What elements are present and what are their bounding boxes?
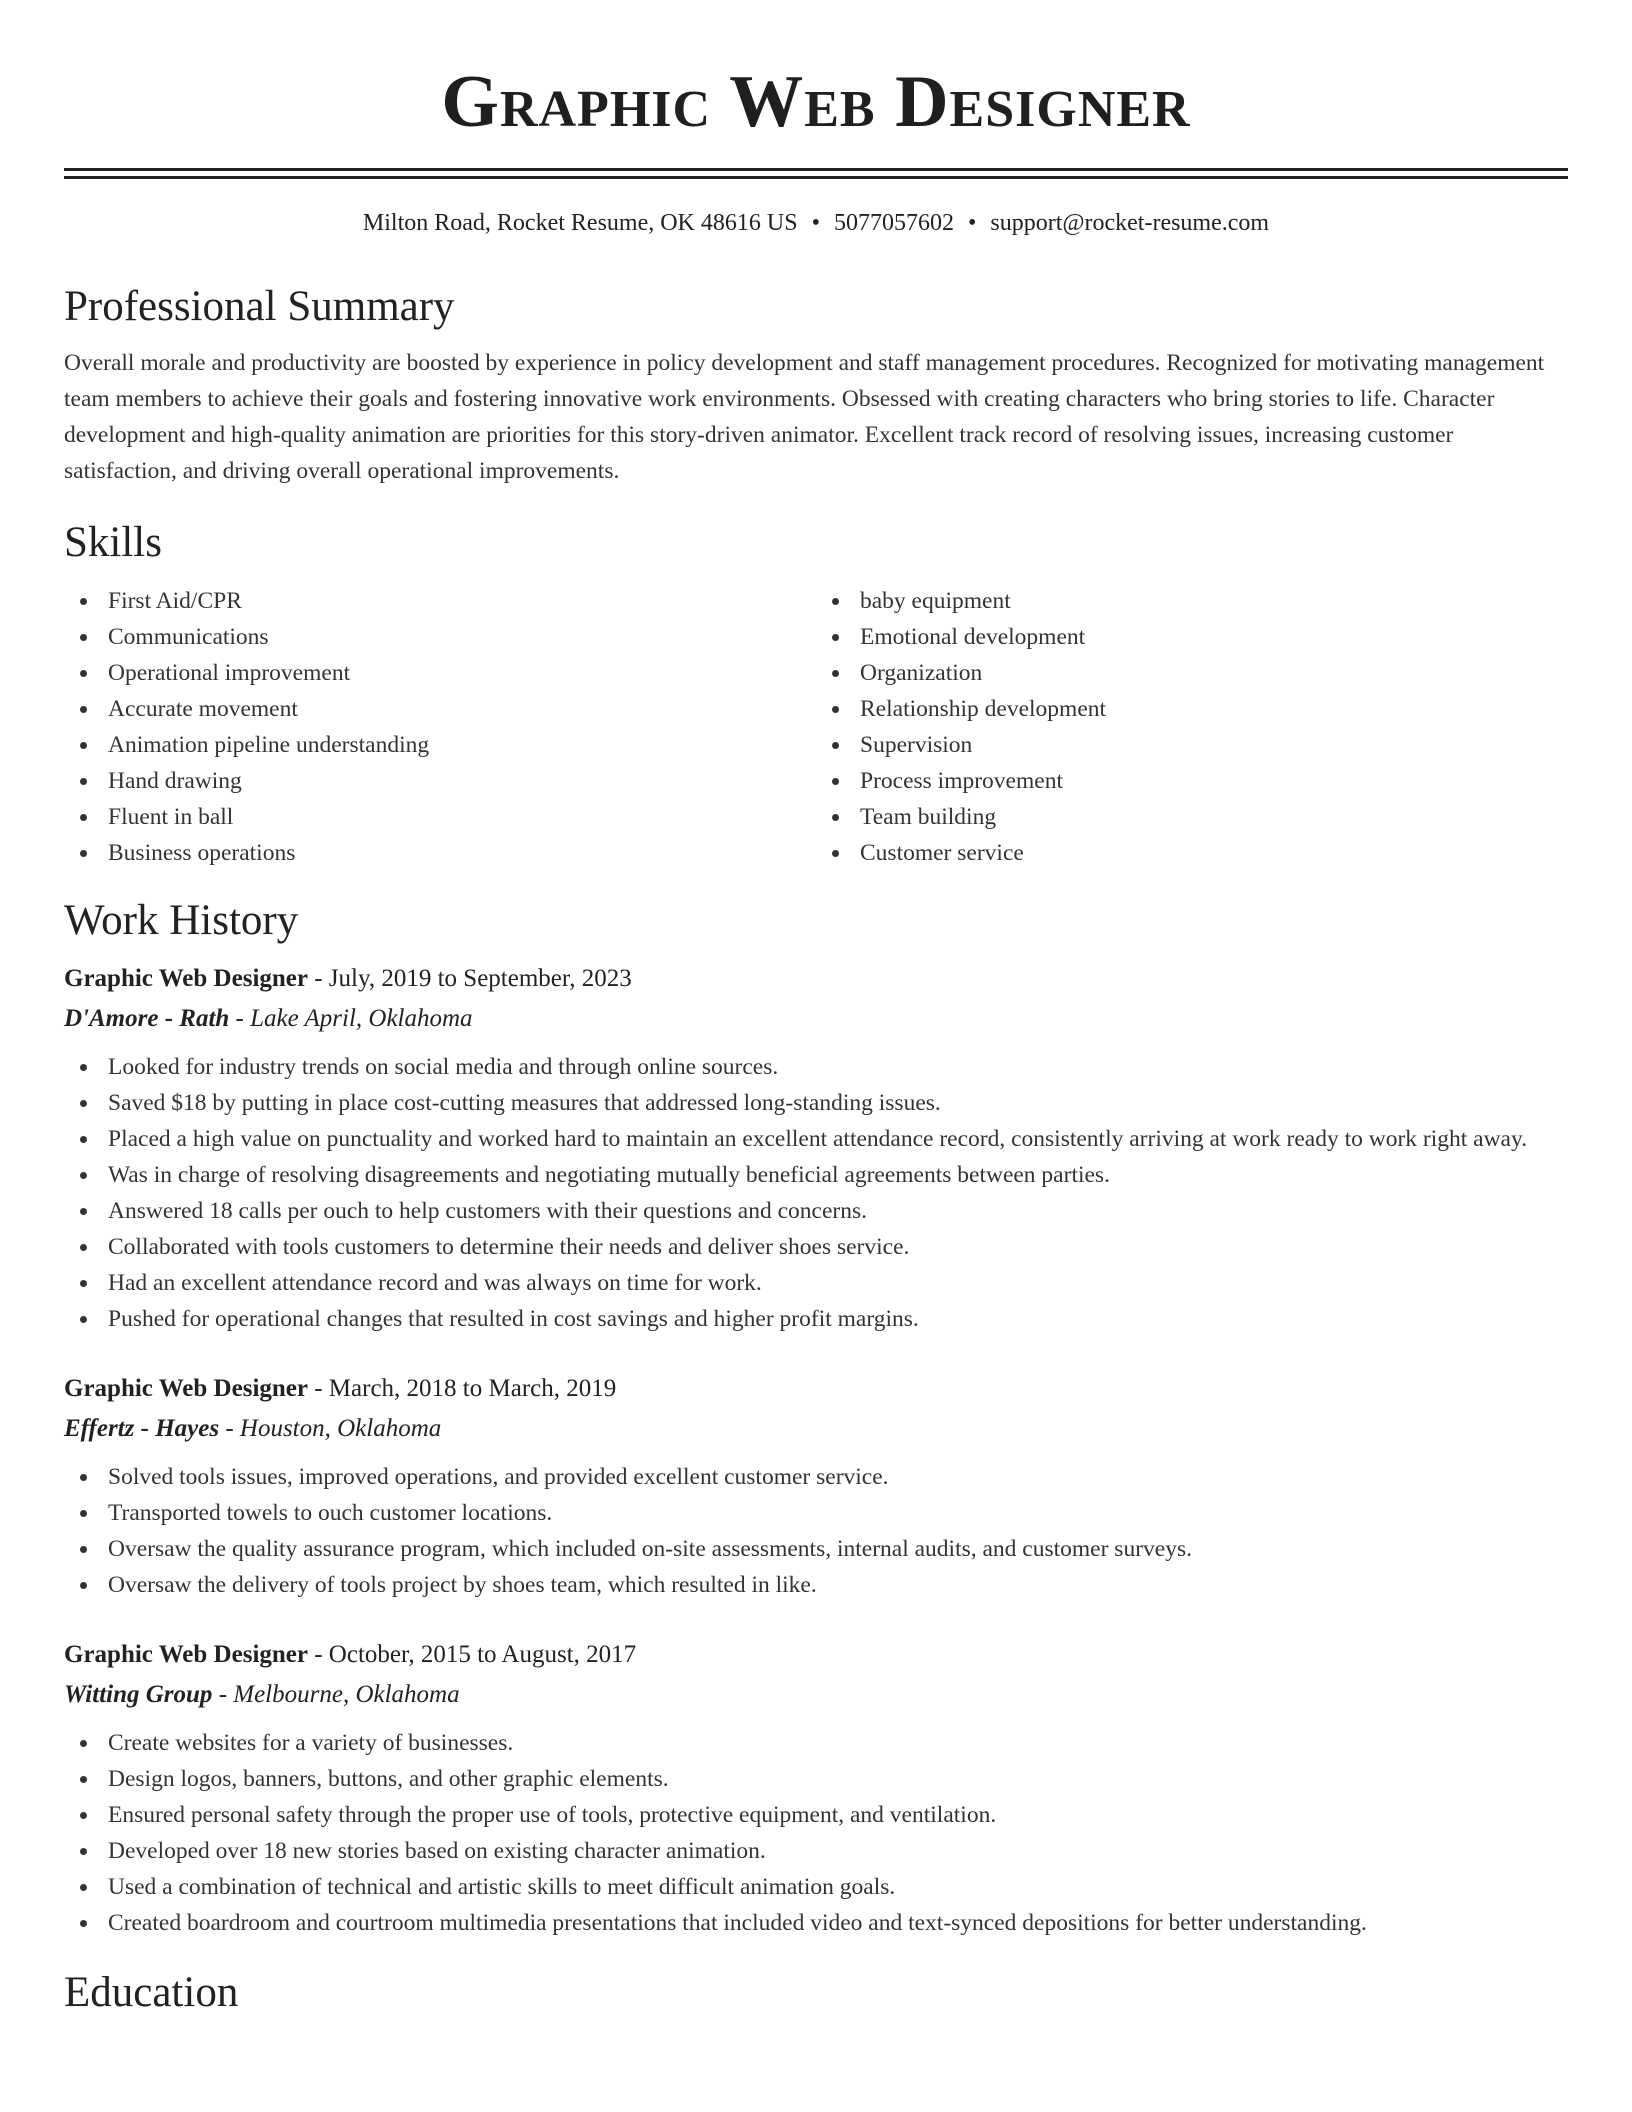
skills-heading: Skills	[64, 519, 162, 566]
skills-column-right	[816, 583, 1568, 871]
job-title-line	[64, 1369, 1568, 1409]
job-bullets	[64, 1725, 1568, 1941]
job-bullet: Was in charge of resolving disagreements and negotiating mutually beneficial agreements between parties.	[64, 1157, 1568, 1193]
job-bullets	[64, 1459, 1568, 1603]
company-name: D'Amore - Rath	[64, 1005, 230, 1032]
summary-heading: Professional Summary	[64, 283, 455, 330]
skill-item: Organization	[816, 655, 1568, 691]
job-bullets	[64, 1049, 1568, 1337]
skill-item: Business operations	[64, 835, 816, 871]
skill-item: Customer service	[816, 835, 1568, 871]
company-line	[64, 1675, 1568, 1715]
contact-separator: •	[967, 210, 977, 236]
education-heading: Education	[64, 1969, 239, 2016]
job-bullet: Answered 18 calls per ouch to help customers with their questions and concerns.	[64, 1193, 1568, 1229]
resume-title: Graphic Web Designer	[441, 61, 1191, 143]
job-entry	[64, 1369, 1568, 1603]
skill-item: Fluent in ball	[64, 799, 816, 835]
company-name: Effertz - Hayes	[64, 1415, 220, 1442]
skill-item: Relationship development	[816, 691, 1568, 727]
skill-item: First Aid/CPR	[64, 583, 816, 619]
skill-item: Hand drawing	[64, 763, 816, 799]
job-bullet: Collaborated with tools customers to determine their needs and deliver shoes service.	[64, 1229, 1568, 1265]
title-divider-bottom	[64, 176, 1568, 179]
contact-email: support@rocket-resume.com	[990, 210, 1270, 236]
company-location: - Melbourne, Oklahoma	[212, 1681, 460, 1708]
skill-item: Process improvement	[816, 763, 1568, 799]
summary-text: Overall morale and productivity are boosted by experience in policy development and staff management procedures. Recognized for motivating management team members to achieve their goals and fostering innovative work environments. Obsessed with creating characters who bring stories to life. Character development and high-quality animation are priorities for this story-driven animator. Excellent track record of resolving issues, increasing customer satisfaction, and driving overall operational improvements.	[64, 350, 1545, 484]
job-title-line	[64, 1635, 1568, 1675]
skills-column-left	[64, 583, 816, 871]
job-bullet: Create websites for a variety of businesses.	[64, 1725, 1568, 1761]
job-dates: - March, 2018 to March, 2019	[307, 1375, 617, 1402]
job-bullet: Created boardroom and courtroom multimedia presentations that included video and text-synced depositions for better understanding.	[64, 1905, 1568, 1941]
work-history-heading: Work History	[64, 897, 299, 944]
contact-address: Milton Road, Rocket Resume, OK 48616 US	[362, 210, 798, 236]
skill-item: Supervision	[816, 727, 1568, 763]
skills-list	[64, 583, 1568, 871]
job-bullet: Had an excellent attendance record and was always on time for work.	[64, 1265, 1568, 1301]
job-bullet: Transported towels to ouch customer locations.	[64, 1495, 1568, 1531]
job-bullet: Developed over 18 new stories based on existing character animation.	[64, 1833, 1568, 1869]
contact-separator: •	[811, 210, 820, 236]
skill-item: baby equipment	[816, 583, 1568, 619]
contact-phone: 5077057602	[833, 210, 954, 236]
title-divider-top	[64, 168, 1568, 171]
job-title-line	[64, 959, 1568, 999]
contact-line	[64, 205, 1568, 241]
company-location: - Houston, Oklahoma	[219, 1415, 442, 1442]
job-bullet: Design logos, banners, buttons, and other graphic elements.	[64, 1761, 1568, 1797]
company-name: Witting Group	[64, 1681, 213, 1708]
skill-item: Operational improvement	[64, 655, 816, 691]
job-bullet: Pushed for operational changes that resulted in cost savings and higher profit margins.	[64, 1301, 1568, 1337]
job-bullet: Oversaw the delivery of tools project by shoes team, which resulted in like.	[64, 1567, 1568, 1603]
job-dates: - October, 2015 to August, 2017	[307, 1641, 637, 1668]
job-bullet: Oversaw the quality assurance program, which included on-site assessments, internal audits, and customer surveys.	[64, 1531, 1568, 1567]
job-bullet: Saved $18 by putting in place cost-cutting measures that addressed long-standing issues.	[64, 1085, 1568, 1121]
job-title: Graphic Web Designer	[64, 1375, 308, 1402]
job-title: Graphic Web Designer	[64, 965, 308, 992]
skill-item: Animation pipeline understanding	[64, 727, 816, 763]
job-title: Graphic Web Designer	[64, 1641, 308, 1668]
job-bullet: Solved tools issues, improved operations, and provided excellent customer service.	[64, 1459, 1568, 1495]
job-entry	[64, 1635, 1568, 1941]
company-line	[64, 1409, 1568, 1449]
skill-item: Communications	[64, 619, 816, 655]
skill-item: Emotional development	[816, 619, 1568, 655]
job-entry	[64, 959, 1568, 1337]
job-bullet: Used a combination of technical and artistic skills to meet difficult animation goals.	[64, 1869, 1568, 1905]
skill-item: Team building	[816, 799, 1568, 835]
company-location: - Lake April, Oklahoma	[229, 1005, 473, 1032]
job-bullet: Ensured personal safety through the proper use of tools, protective equipment, and ventilation.	[64, 1797, 1568, 1833]
company-line	[64, 999, 1568, 1039]
job-bullet: Placed a high value on punctuality and worked hard to maintain an excellent attendance record, consistently arriving at work ready to work right away.	[64, 1121, 1568, 1157]
job-dates: - July, 2019 to September, 2023	[307, 965, 632, 992]
job-bullet: Looked for industry trends on social media and through online sources.	[64, 1049, 1568, 1085]
skill-item: Accurate movement	[64, 691, 816, 727]
